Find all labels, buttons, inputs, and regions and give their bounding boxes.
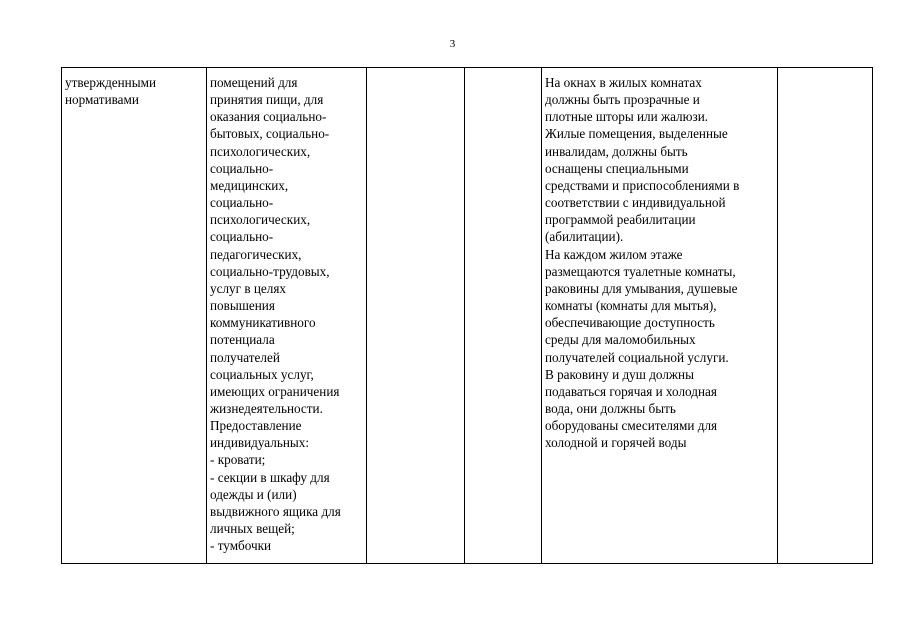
- text-line: помещений для: [210, 75, 298, 90]
- text-line: обеспечивающие доступность: [545, 315, 715, 331]
- text-line: оснащены специальными: [545, 160, 689, 176]
- text-line: подаваться горячая и холодная: [545, 383, 717, 399]
- text-line: размещаются туалетные комнаты,: [545, 263, 736, 279]
- text-line: средствами и приспособлениями в: [545, 177, 740, 193]
- cell-premises-description: [207, 68, 367, 564]
- cell-empty-4: [465, 68, 542, 564]
- text-line: должны быть прозрачные и: [545, 92, 700, 108]
- requirements-table: [61, 67, 873, 564]
- text-line: оказания социально-: [210, 109, 327, 125]
- text-line: психологических,: [210, 212, 311, 228]
- text-line: На окнах в жилых комнатах: [545, 75, 702, 90]
- text-line: соответствии с индивидуальной: [545, 195, 726, 211]
- cell-empty-3: [367, 68, 465, 564]
- text-line: социально-: [210, 160, 274, 176]
- text-line: (абилитации).: [545, 229, 624, 245]
- text-line: плотные шторы или жалюзи.: [545, 109, 709, 125]
- text-line: нормативами: [65, 92, 139, 108]
- text-line: повышения: [210, 298, 275, 314]
- text-line: утвержденными: [65, 75, 157, 90]
- cell-normatives: [62, 68, 207, 564]
- text-line: программой реабилитации: [545, 212, 696, 228]
- text-line: получателей: [210, 349, 280, 365]
- text-line: получателей социальной услуги.: [545, 349, 729, 365]
- text-line: педагогических,: [210, 246, 302, 262]
- text-line: На каждом жилом этаже: [545, 246, 683, 262]
- text-line: личных вещей;: [210, 521, 295, 537]
- page-number: 3: [449, 38, 456, 50]
- text-line: услуг в целях: [210, 280, 287, 296]
- text-line: выдвижного ящика для: [210, 503, 341, 519]
- text-line: жизнедеятельности.: [210, 400, 323, 416]
- text-line: социально-трудовых,: [210, 263, 330, 279]
- text-line: социальных услуг,: [210, 366, 314, 382]
- table-row: [62, 68, 873, 564]
- text-line: Предоставление: [210, 418, 302, 434]
- text-line: психологических,: [210, 143, 311, 159]
- text-line: холодной и горячей воды: [545, 435, 687, 451]
- text-line: - секции в шкафу для: [210, 469, 330, 485]
- text-line: В раковину и душ должны: [545, 366, 694, 382]
- text-line: Жилые помещения, выделенные: [545, 126, 728, 142]
- cell-empty-6: [778, 68, 873, 564]
- text-line: социально-: [210, 229, 274, 245]
- text-line: вода, они должны быть: [545, 400, 676, 416]
- cell-requirements: [542, 68, 778, 564]
- text-line: индивидуальных:: [210, 435, 310, 451]
- text-line: среды для маломобильных: [545, 332, 696, 348]
- text-line: - тумбочки: [210, 538, 272, 554]
- text-line: медицинских,: [210, 177, 289, 193]
- text-line: принятия пищи, для: [210, 92, 324, 108]
- text-line: одежды и (или): [210, 486, 297, 502]
- text-line: потенциала: [210, 332, 275, 348]
- text-line: раковины для умывания, душевые: [545, 280, 738, 296]
- text-line: имеющих ограничения: [210, 383, 340, 399]
- text-line: оборудованы смесителями для: [545, 418, 718, 434]
- text-line: комнаты (комнаты для мытья),: [545, 298, 717, 314]
- text-line: социально-: [210, 195, 274, 211]
- text-line: коммуникативного: [210, 315, 316, 331]
- text-line: - кровати;: [210, 452, 266, 468]
- text-line: инвалидам, должны быть: [545, 143, 688, 159]
- text-line: бытовых, социально-: [210, 126, 330, 142]
